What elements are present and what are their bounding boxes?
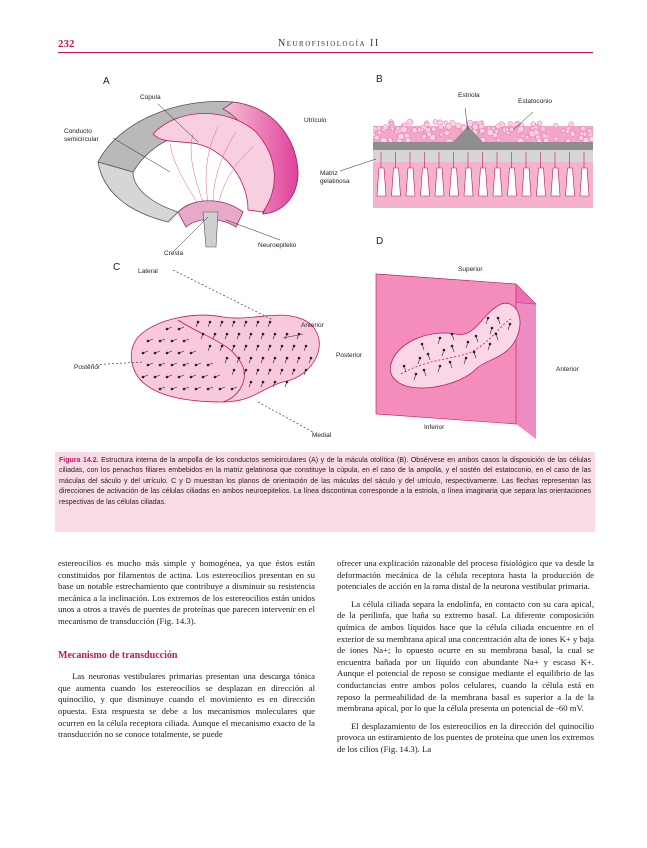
statoconia-dot xyxy=(496,124,501,129)
arrow-head xyxy=(286,333,288,335)
right-paragraph-1: ofrecer una explicación razonable del proceso fisiológico que va desde la deformación mecánica de la célula receptora hasta la producción de potenciales de acción en la rama distal de la neurona vestibular primaria. xyxy=(337,558,594,592)
statoconia-dot xyxy=(402,123,407,128)
label-utriculo: Utrículo xyxy=(304,117,327,124)
label-matriz: Matriz gelatinosa xyxy=(320,170,350,185)
statoconia-dot xyxy=(487,129,494,136)
statoconia-dot xyxy=(508,121,513,126)
arrow-head xyxy=(245,345,247,347)
statoconia-dot xyxy=(579,136,584,141)
statoconia-dot xyxy=(570,132,575,137)
arrow-head xyxy=(415,373,417,375)
statoconia-dot xyxy=(398,133,404,139)
macula-illustration xyxy=(373,108,593,213)
arrow-head xyxy=(171,388,173,390)
arrow-head xyxy=(233,369,235,371)
label-cresta: Cresta xyxy=(164,250,184,257)
statoconia-dot xyxy=(427,132,432,137)
arrow-head xyxy=(154,376,156,378)
arrow-head xyxy=(439,337,441,339)
statoconia-dot xyxy=(497,139,501,143)
arrow-head xyxy=(495,333,497,335)
statoconia-dot xyxy=(554,137,558,141)
arrow-head xyxy=(305,345,307,347)
statoconia-dot xyxy=(374,135,379,140)
statoconia-dot xyxy=(446,124,452,130)
arrow-head xyxy=(286,357,288,359)
label-posterior-d: Posterior xyxy=(336,352,363,359)
label-medial: Medial xyxy=(312,432,332,439)
arrow-head xyxy=(421,343,423,345)
statoconia-dot xyxy=(561,129,565,133)
right-paragraph-3: El desplazamiento de los estereocilios en la dirección del quinocilio provoca un estiramiento de los puentes de proteína que unen los extremos de los cilios (Fig. 14.3). La xyxy=(337,720,594,754)
arrow-head xyxy=(439,365,441,367)
arrow-head xyxy=(491,327,493,329)
arrow-head xyxy=(142,352,144,354)
label-conducto: Conducto semicircular xyxy=(64,128,99,143)
arrow-head xyxy=(473,351,475,353)
arrow-head xyxy=(214,333,216,335)
caption-figure-ref: Figura 14.2. xyxy=(59,457,99,464)
arrow-head xyxy=(231,388,233,390)
statoconia-dot xyxy=(422,135,427,140)
statoconia-dot xyxy=(569,122,574,127)
page-number: 232 xyxy=(58,38,75,50)
arrow-head xyxy=(233,345,235,347)
statoconia-dot xyxy=(383,125,388,130)
arrow-head xyxy=(286,381,288,383)
arrow-head xyxy=(467,341,469,343)
arrow-head xyxy=(183,364,185,366)
right-paragraph-2: La célula ciliada separa la endolinfa, en contacto con su cara apical, de la perilinfa, que baña su extremo basal. La diferente composición química de ambos líquidos hace que la célula ciliada encuentre en el exterior de su membrana apical una concentración alta de iones K+ y baja de iones Na+; lo opuesto ocurre en su membrana basal, la cual se encuentra bañada por un líquido con abundante Na+ y escaso K+. Aunque el potencial de reposo se consigue mediante el equilibrio de las conductancias entre ambos polos celulares, cuando la célula está en reposo la permeabilidad de la membrana basal es superior a la de la membrana apical, por lo que la célula presenta un potencial de -60 mV. xyxy=(337,598,594,714)
arrow-head xyxy=(154,352,156,354)
label-anterior-d: Anterior xyxy=(556,366,579,373)
arrow-head xyxy=(451,333,453,335)
statoconia-dot xyxy=(514,123,518,127)
arrow-head xyxy=(274,333,276,335)
figure-caption xyxy=(55,452,595,532)
statoconia-dot xyxy=(537,121,542,126)
arrow-head xyxy=(166,352,168,354)
statoconia-dot xyxy=(525,135,529,139)
arrow-head xyxy=(262,333,264,335)
label-estriola: Estriola xyxy=(458,92,480,99)
right-column xyxy=(337,558,594,756)
statoconia-dot xyxy=(444,121,448,125)
statoconia-dot xyxy=(391,127,395,131)
arrow-head xyxy=(281,345,283,347)
arrow-head xyxy=(403,365,405,367)
arrow-head xyxy=(142,376,144,378)
label-inferior: Inferior xyxy=(424,424,445,431)
statoconia-dot xyxy=(438,124,443,129)
arrow-head xyxy=(245,321,247,323)
arrow-head xyxy=(233,321,235,323)
arrow-head xyxy=(487,317,489,319)
statoconia-dot xyxy=(407,119,413,125)
arrow-head xyxy=(147,340,149,342)
arrow-head xyxy=(245,369,247,371)
arrow-head xyxy=(238,357,240,359)
arrow-head xyxy=(427,353,429,355)
arrow-head xyxy=(419,357,421,359)
statoconia-dot xyxy=(439,132,443,136)
caption-text: Estructura interna de la ampolla de los conductos semicirculares (A) y de la mácula otolítica (B). Obsérvese en ambos casos la disposición de las células ciliadas, con los penachos filiares embebidos en la matriz gelatinosa que constituye la cúpula, en el caso de la ampolla, y el sostén del estatoconio, en el caso de las máculas del sáculo y del utrículo. C y D muestran los planos de orientación de las máculas del sáculo y del utrículo, respectivamente. Las flechas representan las direcciones de activación de las células ciliadas en ambos neuroepitelios. La línea discontinua corresponde a la estriola, o línea imaginaria que separa las orientaciones respectivas de las células ciliadas. xyxy=(59,457,592,506)
section-heading: Mecanismo de transducción xyxy=(58,649,178,661)
matriz-leader xyxy=(338,157,378,177)
panel-letter-d: D xyxy=(376,236,384,247)
arrow-head xyxy=(449,361,451,363)
arrow-head xyxy=(221,345,223,347)
left-paragraph-1: estereocilios es mucho más simple y homogénea, ya que éstos están constituidos por filamentos de actina. Los estereocilios presentan en su base un notable estrechamiento que contribuye a disminuir su resistencia mecánica a la inclinación. Los extremos de los estereocilios están unidos unos a otros a través de puentes de proteínas que parecen intervenir en el mecanismo de transducción (Fig. 14.3). xyxy=(58,558,315,626)
arrow-head xyxy=(171,340,173,342)
arrow-head xyxy=(257,345,259,347)
arrow-head xyxy=(451,345,453,347)
panel-letter-c: C xyxy=(113,262,121,273)
arrow-head xyxy=(202,376,204,378)
arrow-head xyxy=(207,388,209,390)
arrow-head xyxy=(159,388,161,390)
statoconia-dot xyxy=(480,128,485,133)
statoconia-dot xyxy=(433,120,438,125)
label-estatoconio: Estatoconio xyxy=(518,98,552,105)
arrow-head xyxy=(497,317,499,319)
arrow-head xyxy=(465,357,467,359)
statoconia-dot xyxy=(531,127,535,131)
panel-letter-b: B xyxy=(376,74,383,85)
statoconia-dot xyxy=(444,130,449,135)
arrow-head xyxy=(171,364,173,366)
statoconia-dot xyxy=(553,123,558,128)
arrow-head xyxy=(195,364,197,366)
arrow-head xyxy=(221,321,223,323)
label-anterior-c: Anterior xyxy=(301,322,324,329)
arrow-head xyxy=(250,357,252,359)
arrow-head xyxy=(166,376,168,378)
arrow-head xyxy=(183,340,185,342)
statoconia-dot xyxy=(531,122,536,127)
arrow-head xyxy=(238,333,240,335)
statoconia-dot xyxy=(506,131,510,135)
arrow-head xyxy=(214,376,216,378)
arrow-head xyxy=(207,364,209,366)
arrow-head xyxy=(281,369,283,371)
arrow-head xyxy=(509,323,511,325)
statoconia-dot xyxy=(541,127,546,132)
arrow-head xyxy=(262,381,264,383)
statoconia-dot xyxy=(518,126,524,132)
statoconia-dot xyxy=(566,127,570,131)
arrow-head xyxy=(183,388,185,390)
arrow-head xyxy=(257,321,259,323)
arrow-head xyxy=(475,335,477,337)
statoconia-dot xyxy=(534,130,539,135)
statoconia-dot xyxy=(377,131,381,135)
statoconia-dot xyxy=(396,127,400,131)
arrow-head xyxy=(166,328,168,330)
arrow-head xyxy=(269,369,271,371)
macula-c-illustration xyxy=(58,262,358,442)
arrow-head xyxy=(178,328,180,330)
panel-letter-a: A xyxy=(103,76,110,87)
statoconia-dot xyxy=(412,128,417,133)
arrow-head xyxy=(190,352,192,354)
macula-d-illustration xyxy=(366,264,566,444)
arrow-head xyxy=(147,364,149,366)
arrow-head xyxy=(209,345,211,347)
figure-14-2 xyxy=(58,62,593,447)
statoconia-dot xyxy=(580,132,584,136)
statoconia-dot xyxy=(472,124,478,130)
arrow-head xyxy=(269,321,271,323)
arrow-head xyxy=(209,321,211,323)
arrow-head xyxy=(202,333,204,335)
arrow-head xyxy=(269,345,271,347)
statoconia-dot xyxy=(420,128,424,132)
statoconia-dot xyxy=(431,127,436,132)
left-column xyxy=(58,558,315,741)
arrow-head xyxy=(178,352,180,354)
arrow-head xyxy=(293,345,295,347)
arrow-head xyxy=(197,321,199,323)
arrow-head xyxy=(178,376,180,378)
arrow-head xyxy=(443,349,445,351)
arrow-head xyxy=(226,333,228,335)
header-rule xyxy=(58,52,593,53)
statoconia-dot xyxy=(521,134,525,138)
arrow-head xyxy=(219,388,221,390)
label-posterior-c: Posterior xyxy=(74,364,101,371)
label-lateral: Lateral xyxy=(138,268,158,275)
arrow-head xyxy=(250,381,252,383)
arrow-head xyxy=(274,381,276,383)
arrow-head xyxy=(262,357,264,359)
arrow-head xyxy=(298,357,300,359)
statoconia-dot xyxy=(425,122,430,127)
ampulla-illustration xyxy=(58,62,358,262)
statoconia-dot xyxy=(543,134,547,138)
arrow-head xyxy=(190,376,192,378)
label-neuroepitelio: Neuroepitelio xyxy=(258,242,297,249)
arrow-head xyxy=(250,333,252,335)
left-paragraph-2: Las neuronas vestibulares primarias presentan una descarga tónica que aumenta cuando los estereocilios se desplazan en dirección al quinocilio, y que disminuye cuando el movimiento es en dirección opuesta. Esta respuesta se debe a los mecanismos moleculares que ocurren en la célula receptora ciliada. Aunque el mecanismo exacto de la transducción no se conoce totalmente, se puede xyxy=(58,671,315,740)
arrow-head xyxy=(226,357,228,359)
statoconia-dot xyxy=(589,136,593,142)
arrow-head xyxy=(310,357,312,359)
arrow-head xyxy=(257,369,259,371)
label-cupula: Cúpula xyxy=(140,94,161,101)
running-title: Neurofisiología II xyxy=(278,38,380,49)
arrow-head xyxy=(159,364,161,366)
arrow-head xyxy=(305,369,307,371)
arrow-head xyxy=(159,340,161,342)
arrow-head xyxy=(423,369,425,371)
arrow-head xyxy=(293,369,295,371)
arrow-head xyxy=(489,343,491,345)
arrow-head xyxy=(274,357,276,359)
arrow-head xyxy=(195,388,197,390)
statoconia-dot xyxy=(581,126,586,131)
label-superior: Superior xyxy=(458,266,483,273)
